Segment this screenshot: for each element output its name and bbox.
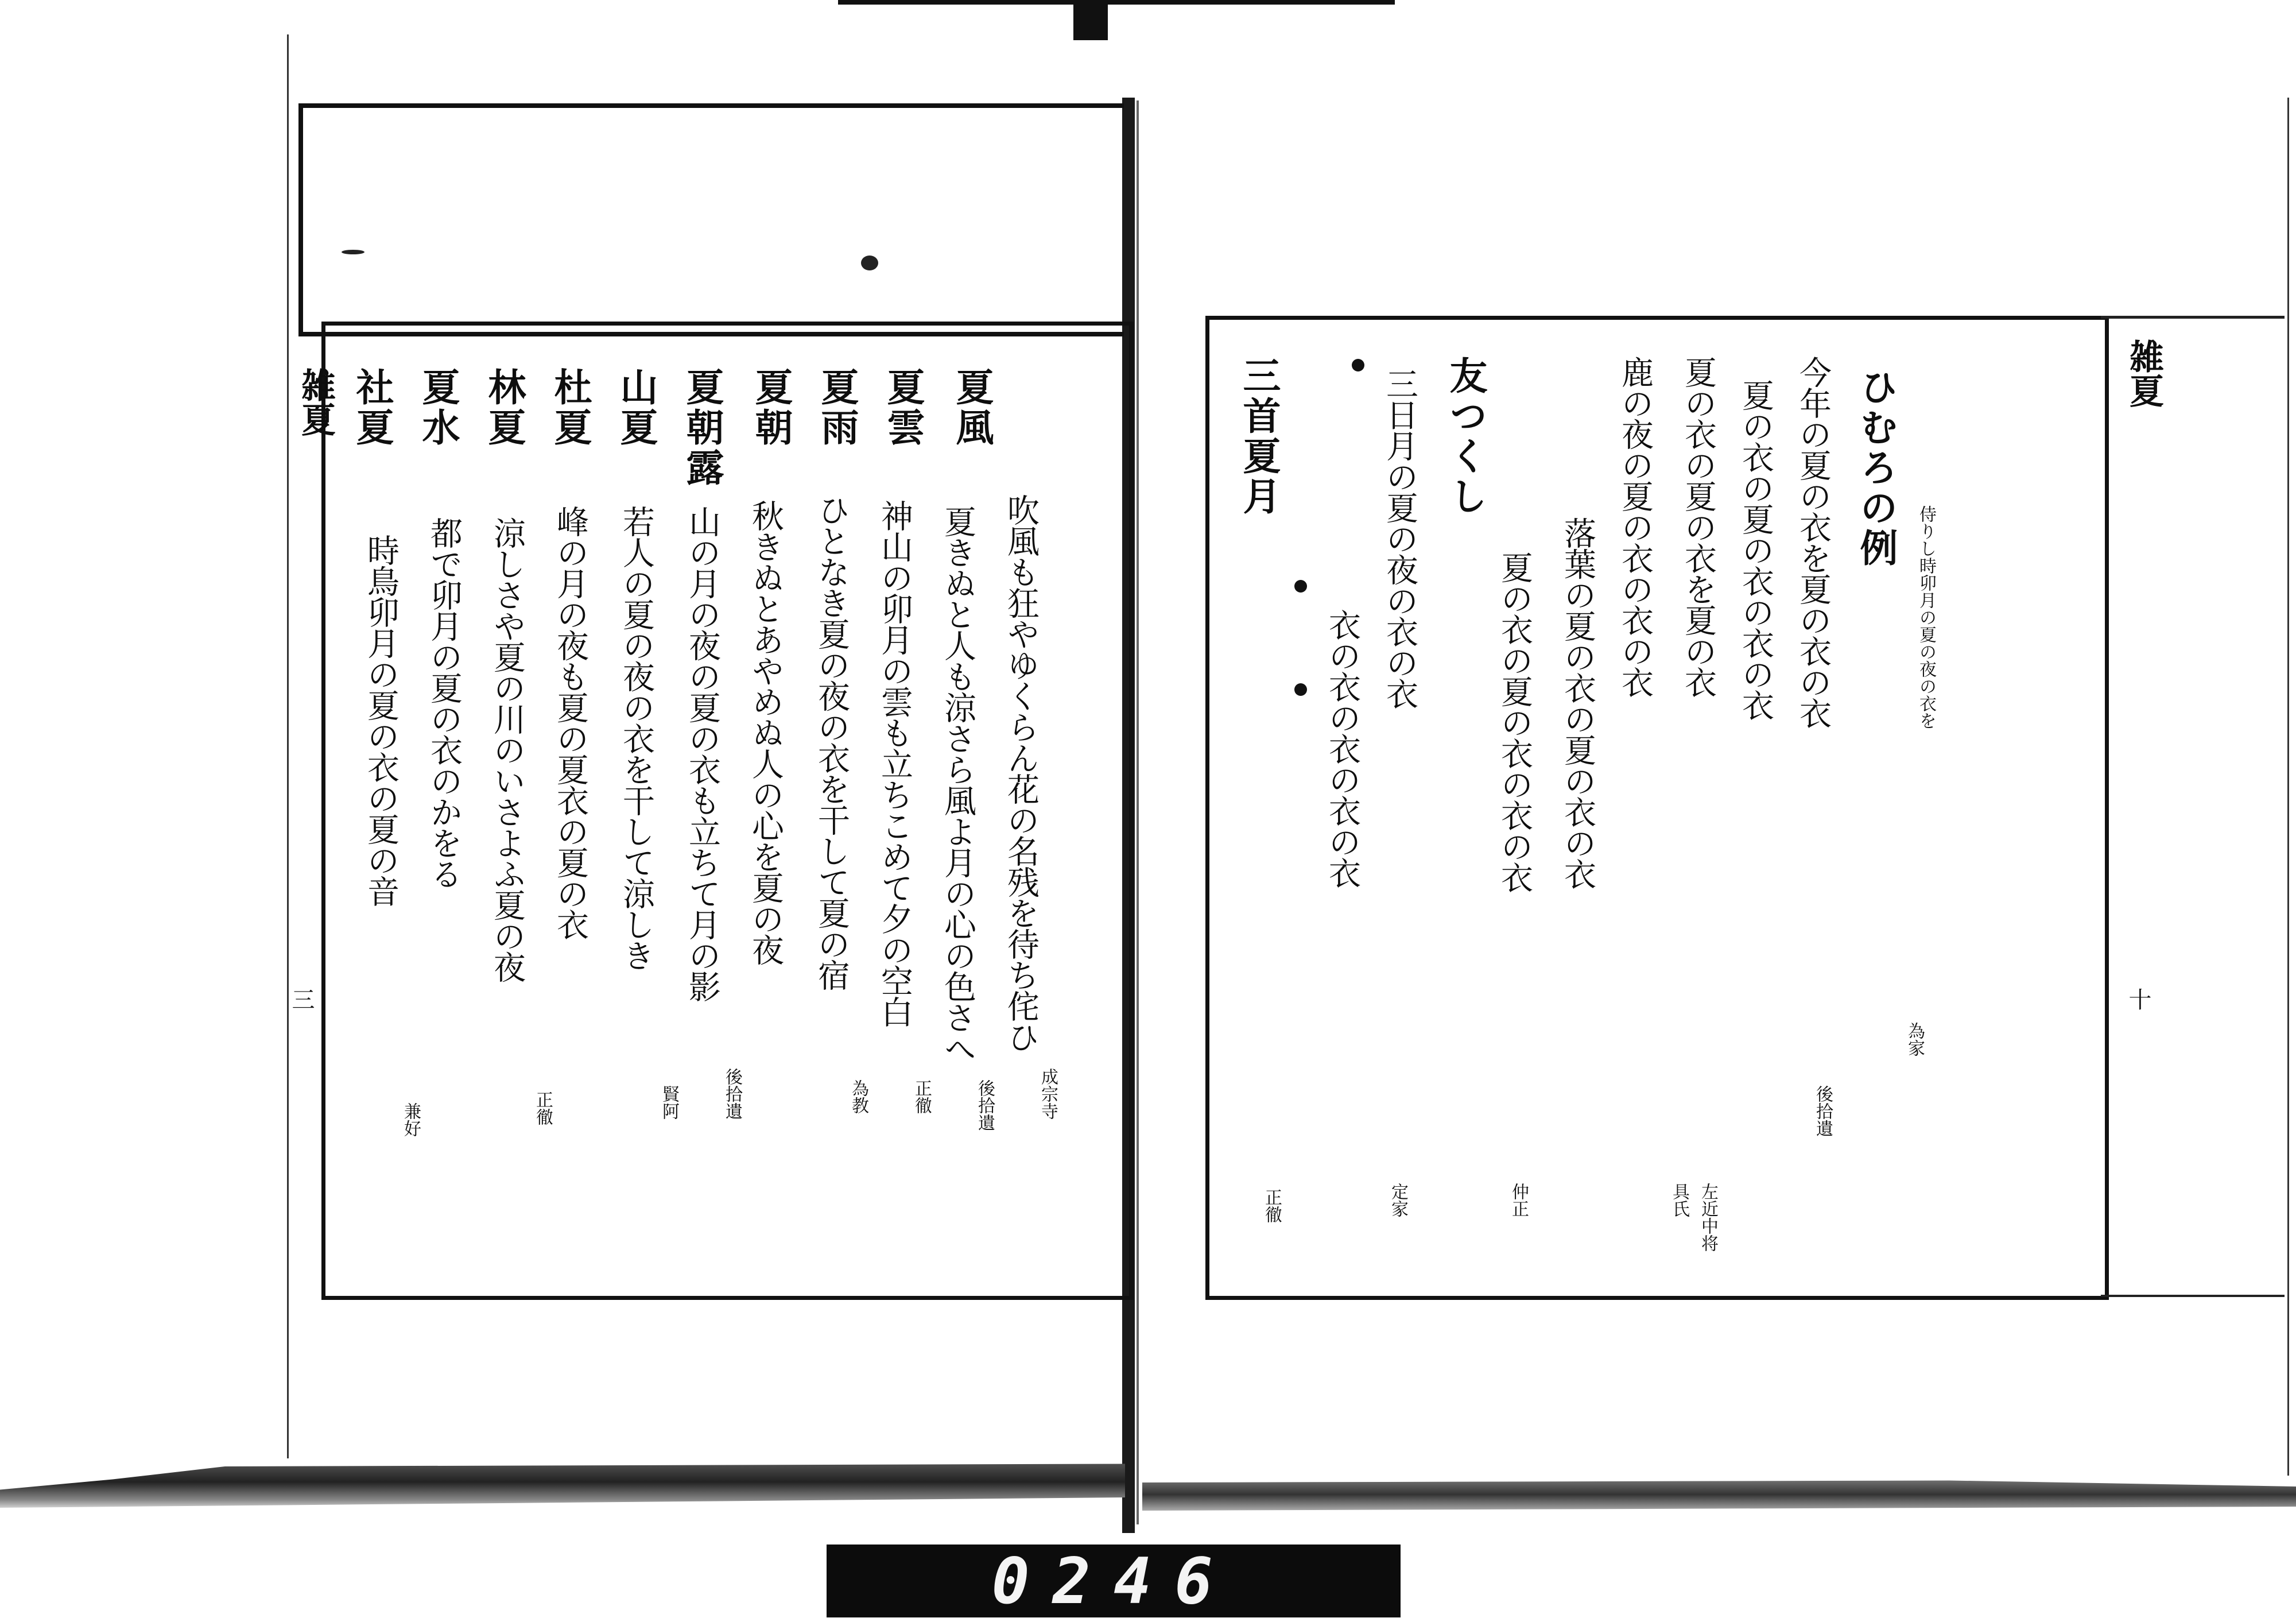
heading-shrine-summer: 社夏 [350, 367, 394, 448]
heading-summer-cloud: 夏雲 [881, 367, 925, 448]
author-note: 正徹 [533, 1091, 553, 1125]
right-page-margin-lines [2101, 316, 2285, 1297]
author-note: 左近中将 [1698, 1183, 1718, 1252]
poem-line: 吹風も狂やゆくらん花の名残を待ち侘ひ [1002, 494, 1040, 1052]
poem-line: 秋きぬとあやめぬ人の心を夏の夜 [747, 500, 784, 965]
left-spine-title: 雑夏 [296, 367, 336, 436]
frame-number: 0246 [991, 1544, 1236, 1618]
left-page-number: 三 [288, 988, 315, 1011]
poem-line: 都で卯月の夏の衣のかをる [425, 517, 463, 889]
author-note: 賢阿 [659, 1085, 679, 1120]
author-note: 後拾遺 [1813, 1085, 1833, 1137]
heading-grove-summer: 杜夏 [548, 367, 592, 448]
paragraph-line: 今年の夏の衣を夏の衣の衣 [1794, 356, 1832, 728]
paragraph-line: 鹿の夜の夏の衣の衣の衣 [1616, 356, 1654, 697]
scan-edge-top [838, 0, 1395, 5]
bottom-shadow-right [1142, 1478, 2296, 1519]
ink-speck [342, 250, 364, 254]
paragraph-line: 夏の衣の夏の衣の衣の衣 [1496, 551, 1533, 892]
poem-line: 時鳥卯月の夏の衣の夏の音 [362, 534, 400, 906]
bullet-mark [1294, 683, 1307, 696]
heading-summer-water: 夏水 [416, 367, 460, 448]
paragraph-line: 夏の衣の夏の衣を夏の衣 [1680, 356, 1717, 697]
author-note: 具氏 [1669, 1183, 1689, 1217]
author-note: 仲正 [1508, 1183, 1529, 1217]
heading-summer-rain: 夏雨 [815, 367, 859, 448]
author-note: 後拾遺 [722, 1068, 742, 1120]
author-note: 兼好 [401, 1102, 421, 1137]
author-note: 為家 [1905, 1022, 1925, 1056]
bottom-shadow-left [0, 1461, 1125, 1513]
paragraph-heading: 友つくし [1443, 356, 1488, 517]
heading-summer-morning: 夏朝 [748, 367, 793, 448]
author-note: 正徹 [912, 1079, 932, 1114]
heading-himuro: ひむろの例 [1853, 367, 1898, 568]
heading-three-summer-moon: 三首夏月 [1236, 356, 1281, 517]
right-spine-title: 雑夏 [2124, 339, 2164, 408]
right-page-number: 十 [2125, 988, 2151, 1011]
poem-line: 峰の月の夜も夏の夏衣の夏の衣 [552, 505, 589, 939]
paragraph-line: 夏の衣の夏の衣の衣の衣 [1737, 379, 1774, 720]
heading-summer-wind: 夏風 [949, 367, 994, 448]
poem-line: 若人の夏の夜の衣を干して涼しき [618, 505, 655, 970]
author-note: 定家 [1388, 1183, 1408, 1217]
author-note: 為教 [848, 1079, 868, 1114]
author-note: 正徹 [1262, 1189, 1282, 1223]
paragraph-line: 三日月の夏の夜の衣の衣 [1381, 367, 1418, 709]
author-note: 成宗寺 [1038, 1068, 1058, 1120]
bullet-mark [1352, 359, 1364, 371]
poem-line: 涼しさや夏の川のいさよふ夏の夜 [488, 517, 526, 982]
poem-line: ひとなき夏の夜の衣を干して夏の宿 [813, 494, 850, 990]
author-note: 後拾遺 [975, 1079, 995, 1131]
heading-mountain-summer: 山夏 [614, 367, 658, 448]
paragraph-line: 衣の衣の衣の衣の衣 [1324, 609, 1361, 888]
ink-speck [861, 256, 878, 270]
bullet-mark [1294, 580, 1307, 593]
heading-summer-dew: 夏朝露 [680, 367, 724, 488]
poem-line: 夏きぬと人も涼さら風よ月の心の色さへ [939, 505, 976, 1063]
poem-line: 神山の卯月の雲も立ちこめて夕の空白 [876, 500, 913, 1027]
microfilm-frame-label [827, 1545, 1401, 1617]
paragraph-line: 落葉の夏の衣の夏の衣の衣 [1559, 517, 1596, 889]
poem-line: 山の月の夜の夏の衣も立ちて月の影 [684, 505, 721, 1001]
left-upper-margin-frame [298, 103, 1124, 336]
intro-note: 侍りし時卯月の夏の夜の衣を [1916, 505, 1936, 729]
heading-forest-summer: 林夏 [482, 367, 526, 448]
binding-shadow [1137, 100, 1139, 1524]
